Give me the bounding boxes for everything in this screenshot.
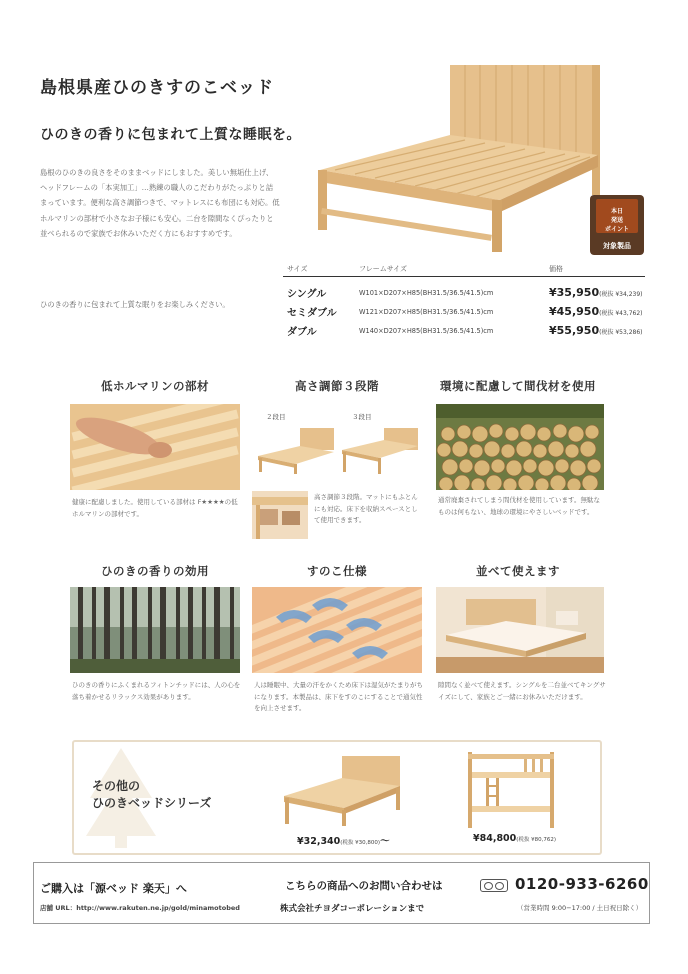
feature-text-low-formalin: 健康に配慮しました。使用している部材は F★★★★の低ホルマリンの部材です。 xyxy=(72,498,238,518)
footer-inquiry-text: こちらの商品へのお問い合わせは xyxy=(285,880,443,892)
spec-table-header xyxy=(283,262,645,277)
badge-label: 対象製品 xyxy=(603,242,631,250)
size-name: シングル xyxy=(287,289,327,300)
beds-side-by-side-photo xyxy=(436,587,604,673)
header-size: サイズ xyxy=(287,265,308,273)
series-bunk-bed-image xyxy=(464,748,562,830)
price-before-tax: (税抜 ¥53,286) xyxy=(599,329,643,336)
product-badge xyxy=(590,195,644,255)
spec-row-single xyxy=(283,283,645,302)
footer-company-name: 株式会社チヨダコーポレーションまで xyxy=(280,904,425,914)
low-formalin-photo xyxy=(70,404,240,490)
spec-table xyxy=(283,262,645,340)
bed-level-3-image xyxy=(340,426,424,476)
badge-logo-icon xyxy=(596,199,638,233)
height-level-2-label: ２段目 xyxy=(266,413,286,421)
header-price: 価格 xyxy=(549,265,563,273)
footer-business-hours: （営業時間 9:00−17:00 / 土日祝日除く） xyxy=(517,904,643,912)
price: ¥55,950 xyxy=(549,324,600,337)
series-item-1-price-row xyxy=(297,833,390,847)
feature-title-side-by-side: 並べて使えます xyxy=(476,564,560,578)
feature-title-low-formalin: 低ホルマリンの部材 xyxy=(101,379,209,393)
cypress-forest-photo xyxy=(70,587,240,673)
height-level-3-label: ３段目 xyxy=(352,413,372,421)
price-before-tax: (税抜 ¥43,762) xyxy=(599,310,643,317)
feature-text-height-adjust: 高さ調節３段階。マットにもふとんにも対応。床下を収納スペースとして使用できます。 xyxy=(314,493,418,524)
footer-buy-text: ご購入は「源ベッド 楽天」へ xyxy=(40,882,187,895)
other-series-title-line1: その他の xyxy=(92,779,141,793)
series-item-2-price-row xyxy=(473,833,556,844)
price: ¥35,950 xyxy=(549,286,600,299)
feature-title-sunoko: すのこ仕様 xyxy=(307,564,367,578)
spec-row-double xyxy=(283,321,645,340)
spec-row-semi-double xyxy=(283,302,645,321)
size-name: セミダブル xyxy=(287,308,337,319)
feature-text-side-by-side: 隙間なく並べて使えます。シングルを二台並べてキングサイズにして、家族とご一緒にお休みいただけます。 xyxy=(438,681,606,701)
series-item-1-suffix: 〜 xyxy=(380,836,390,847)
series-item-2-tax: (税抜 ¥80,762) xyxy=(516,837,557,843)
price-before-tax: (税抜 ¥34,239) xyxy=(599,291,643,298)
product-description-closing: ひのきの香りに包まれて上質な眠りをお楽しみください。 xyxy=(40,300,230,309)
series-item-2-price: ¥84,800 xyxy=(473,833,517,844)
subtitle: ひのきの香りに包まれて上質な睡眠を。 xyxy=(40,127,301,143)
badge-logo-text: 本日 発送 ポイント xyxy=(604,208,629,233)
series-item-1-tax: (税抜 ¥30,800) xyxy=(340,840,381,846)
feature-title-thinned-wood: 環境に配慮して間伐材を使用 xyxy=(440,379,596,393)
size-name: ダブル xyxy=(287,327,317,338)
other-series-title xyxy=(92,778,211,812)
slatted-deck-airflow-image xyxy=(252,587,422,673)
page-title: 島根県産ひのきすのこベッド xyxy=(40,78,274,98)
header-frame-size: フレームサイズ xyxy=(359,265,408,273)
product-description: 島根のひのきの良さをそのままベッドにしました。美しい無垢仕上げ、ヘッドフレームの「本実加工」…熟練の職人のこだわりがたっぷりと詰まっています。便利な高さ調節つきで、マットレスにも布団にも対応。低ホルマリンの部材で小さなお子様にも安心。二台を隙間なくぴったりと並べられるので家族でお休みいただく方にもおすすめです。 xyxy=(40,168,280,238)
frame-size: W140×D207×H85(BH31.5/36.5/41.5)cm xyxy=(359,326,494,335)
feature-title-hinoki-scent: ひのきの香りの効用 xyxy=(101,564,209,578)
series-bed-1-image xyxy=(282,752,404,828)
free-dial-icon xyxy=(480,879,508,892)
under-bed-storage-image xyxy=(252,491,308,539)
other-series-title-line2: ひのきベッドシリーズ xyxy=(92,796,212,810)
thinned-wood-logs-photo xyxy=(436,404,604,490)
frame-size: W121×D207×H85(BH31.5/36.5/41.5)cm xyxy=(359,307,494,316)
hero-bed-image xyxy=(300,60,620,260)
feature-title-height-adjust: 高さ調節３段階 xyxy=(295,379,379,393)
price: ¥45,950 xyxy=(549,305,600,318)
frame-size: W101×D207×H85(BH31.5/36.5/41.5)cm xyxy=(359,288,494,297)
footer-phone-number[interactable]: 0120-933-6260 xyxy=(515,875,649,893)
footer-store-url[interactable]: 店舗 URL：http://www.rakuten.ne.jp/gold/minamotobed xyxy=(40,904,240,912)
bed-level-2-image xyxy=(256,426,340,476)
series-item-1-price: ¥32,340 xyxy=(297,836,341,847)
feature-text-thinned-wood: 通常廃棄されてしまう間伐材を使用しています。無駄なものは何もない、地球の環境にやさしいベッドです。 xyxy=(438,496,600,516)
feature-text-sunoko: 人は睡眠中、大量の汗をかくため床下は湿気がたまりがちになります。本製品は、床下をすのこにすることで通気性を向上させます。 xyxy=(254,681,423,712)
feature-text-hinoki-scent: ひのきの香りにふくまれるフィトンチッドには、人の心を落ち着かせるリラックス効果があります。 xyxy=(72,681,241,701)
